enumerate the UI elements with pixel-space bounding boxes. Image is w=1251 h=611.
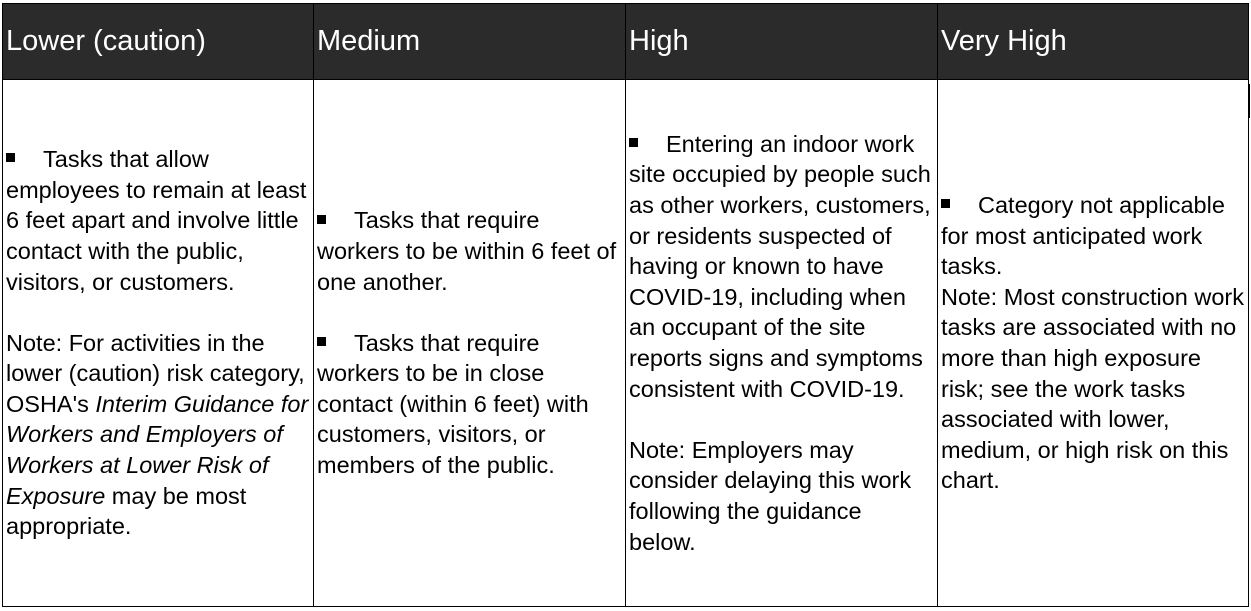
- lower-note-prefix: Note: For activities in the lower (caution) risk category, OSHA's: [6, 329, 305, 417]
- header-high: High: [626, 4, 938, 80]
- header-very-high: Very High: [938, 4, 1249, 80]
- cell-high: [626, 80, 938, 607]
- bullet-square-icon: [317, 215, 326, 224]
- medium-bullet-1: [317, 205, 622, 297]
- bullet-square-icon: [941, 199, 950, 208]
- header-row: [3, 4, 1249, 80]
- bullet-square-icon: [6, 153, 15, 162]
- high-bullet: [629, 129, 934, 404]
- very-high-bullet-text: Category not applicable for most anticipated work tasks.: [941, 192, 1225, 280]
- lower-bullet-text: Tasks that allow employees to remain at least 6 feet apart and involve little contact with the public, visitors, or customers.: [6, 146, 307, 295]
- very-high-note: Note: Most construction work tasks are associated with no more than high exposure risk; see the work tasks associated with lower, medium, or high risk on this chart.: [941, 283, 1244, 494]
- bullet-square-icon: [317, 337, 326, 346]
- risk-category-table: [2, 3, 1249, 607]
- lower-note-guidance-title: Interim Guidance for Workers and Employers of Workers at Lower Risk of Exposure: [6, 390, 309, 509]
- text-cursor-mark: [1248, 84, 1250, 118]
- cell-very-high: [938, 80, 1249, 607]
- cell-medium: [314, 80, 626, 607]
- content-row: [3, 80, 1249, 607]
- lower-bullet: [6, 144, 310, 297]
- bullet-square-icon: [629, 138, 638, 147]
- header-lower: Lower (caution): [3, 4, 314, 80]
- medium-bullet-2-text: Tasks that require workers to be in close contact (within 6 feet) with customers, visitors, or members of the public.: [317, 329, 589, 479]
- cell-lower: [3, 80, 314, 607]
- medium-bullet-2: [317, 328, 622, 481]
- high-note: Note: Employers may consider delaying this work following the guidance below.: [629, 436, 912, 555]
- medium-bullet-1-text: Tasks that require workers to be within 6 feet of one another.: [317, 207, 617, 295]
- lower-note-suffix: may be most appropriate.: [6, 482, 247, 540]
- lower-note: [6, 328, 310, 542]
- high-bullet-text: Entering an indoor work site occupied by people such as other workers, customers, or residents suspected of having or known to have COVID-19, including when an occupant of the site reports signs and symptoms consistent with COVID-19.: [629, 130, 931, 402]
- very-high-bullet: [941, 190, 1245, 282]
- header-medium: Medium: [314, 4, 626, 80]
